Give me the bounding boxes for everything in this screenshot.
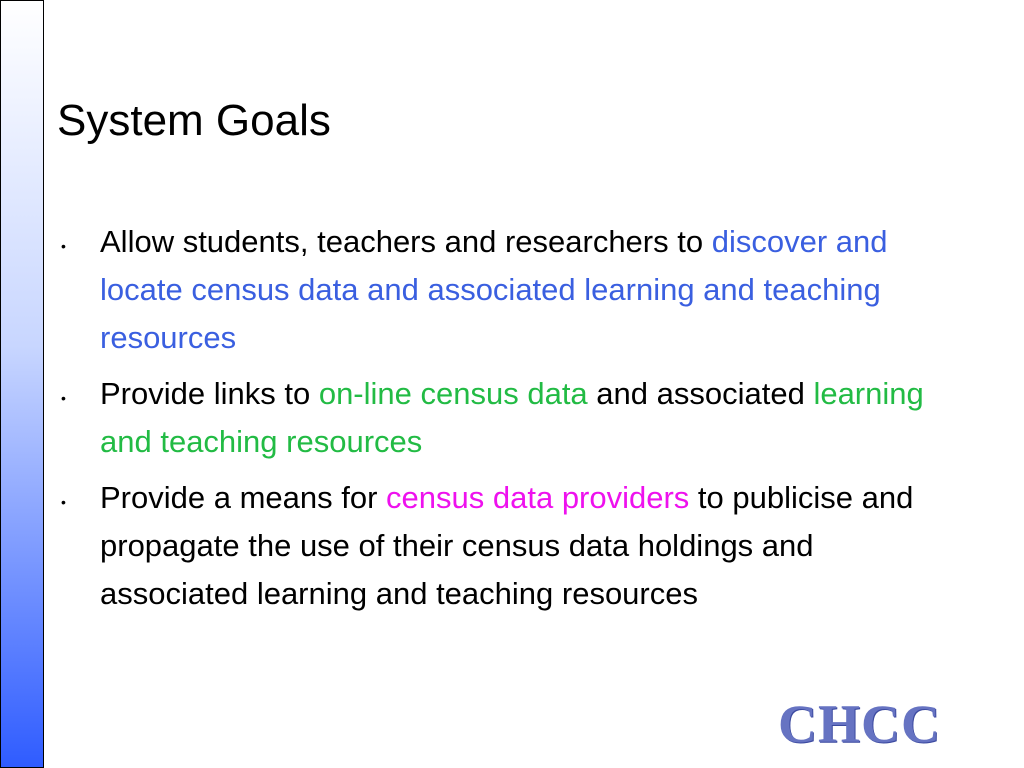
decorative-side-bar [0, 0, 44, 768]
bullet-text: Allow students, teachers and researchers to [100, 224, 712, 259]
bullet-marker: • [61, 238, 66, 254]
slide-title: System Goals [57, 96, 331, 145]
bullet-text: Provide links to [100, 376, 319, 411]
bullet-item [56, 474, 956, 618]
bullet-list [56, 218, 956, 626]
chcc-logo: CHCC [778, 694, 941, 754]
bullet-highlight: learning and teaching resources [100, 376, 924, 459]
bullet-item [56, 370, 956, 466]
bullet-text: and associated [587, 376, 814, 411]
bullet-item [56, 218, 956, 362]
bullet-marker: • [61, 390, 66, 406]
bullet-highlight: census data providers [386, 480, 690, 515]
bullet-highlight: discover and locate census data and associated learning and teaching resources [100, 224, 888, 355]
bullet-marker: • [61, 494, 66, 510]
bullet-text: to publicise and propagate the use of their census data holdings and associated learning and teaching resources [100, 480, 914, 611]
bullet-highlight: on-line census data [318, 376, 588, 411]
bullet-text: Provide a means for [100, 480, 387, 515]
